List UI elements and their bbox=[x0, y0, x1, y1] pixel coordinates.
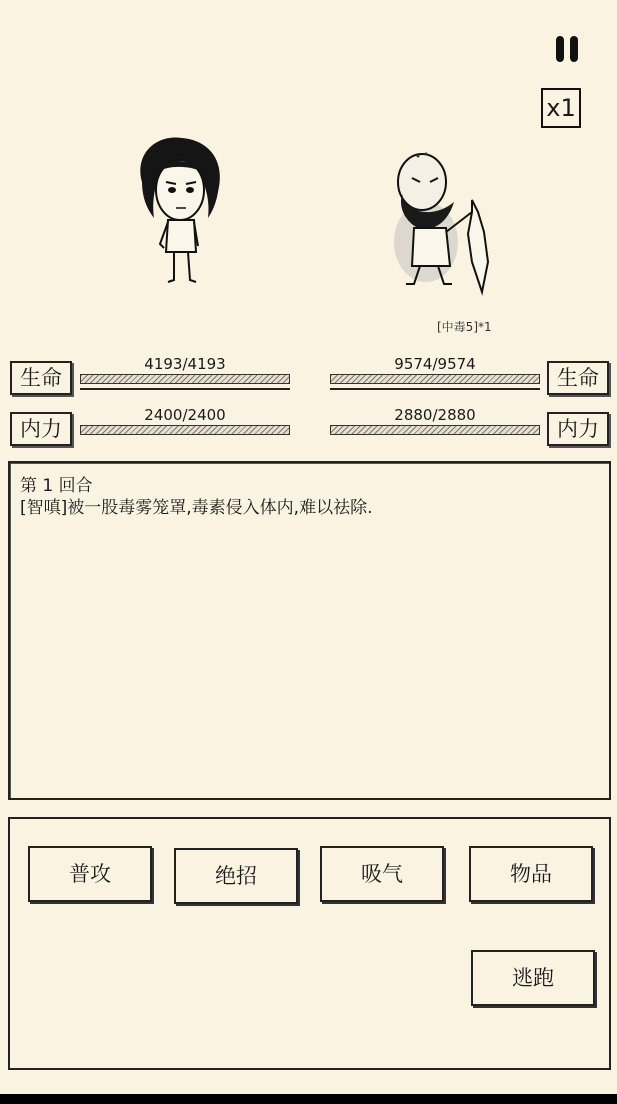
enemy-mp-value: 2880/2880 bbox=[394, 406, 476, 424]
pause-icon-bar bbox=[570, 36, 578, 62]
enemy-hp-bar bbox=[330, 374, 540, 384]
battle-log-round: 第 1 回合 bbox=[20, 476, 93, 496]
battle-log[interactable] bbox=[8, 461, 611, 800]
enemy-mp-bar-fill bbox=[331, 426, 539, 434]
speed-toggle-button[interactable]: x1 bbox=[541, 88, 581, 128]
breathe-button[interactable]: 吸气 bbox=[320, 846, 444, 902]
enemy-mp-bar bbox=[330, 425, 540, 435]
player-mp-value: 2400/2400 bbox=[144, 406, 226, 424]
enemy-hp-bar-underline bbox=[330, 388, 540, 390]
enemy-hp-label: 生命 bbox=[547, 361, 609, 395]
player-hp-label: 生命 bbox=[10, 361, 72, 395]
player-character-sprite bbox=[128, 132, 232, 286]
bottom-edge-bar bbox=[0, 1094, 617, 1104]
enemy-character-sprite bbox=[388, 142, 494, 296]
enemy-hp-value: 9574/9574 bbox=[394, 355, 476, 373]
pause-button[interactable] bbox=[556, 36, 580, 62]
player-hp-bar-underline bbox=[80, 388, 290, 390]
player-hp-bar-fill bbox=[81, 375, 289, 383]
player-mp-bar-fill bbox=[81, 426, 289, 434]
pause-icon-bar bbox=[556, 36, 564, 62]
flee-button[interactable]: 逃跑 bbox=[471, 950, 595, 1006]
enemy-hp-bar-fill bbox=[331, 375, 539, 383]
player-hp-bar bbox=[80, 374, 290, 384]
items-button[interactable]: 物品 bbox=[469, 846, 593, 902]
player-hp-value: 4193/4193 bbox=[144, 355, 226, 373]
enemy-mp-label: 内力 bbox=[547, 412, 609, 446]
player-mp-label: 内力 bbox=[10, 412, 72, 446]
battle-log-message: [智嗔]被一股毒雾笼罩,毒素侵入体内,难以祛除. bbox=[20, 498, 373, 518]
player-mp-bar bbox=[80, 425, 290, 435]
special-skill-button[interactable]: 绝招 bbox=[174, 848, 298, 904]
attack-button[interactable]: 普攻 bbox=[28, 846, 152, 902]
enemy-status-effect: [中毒5]*1 bbox=[437, 320, 492, 334]
